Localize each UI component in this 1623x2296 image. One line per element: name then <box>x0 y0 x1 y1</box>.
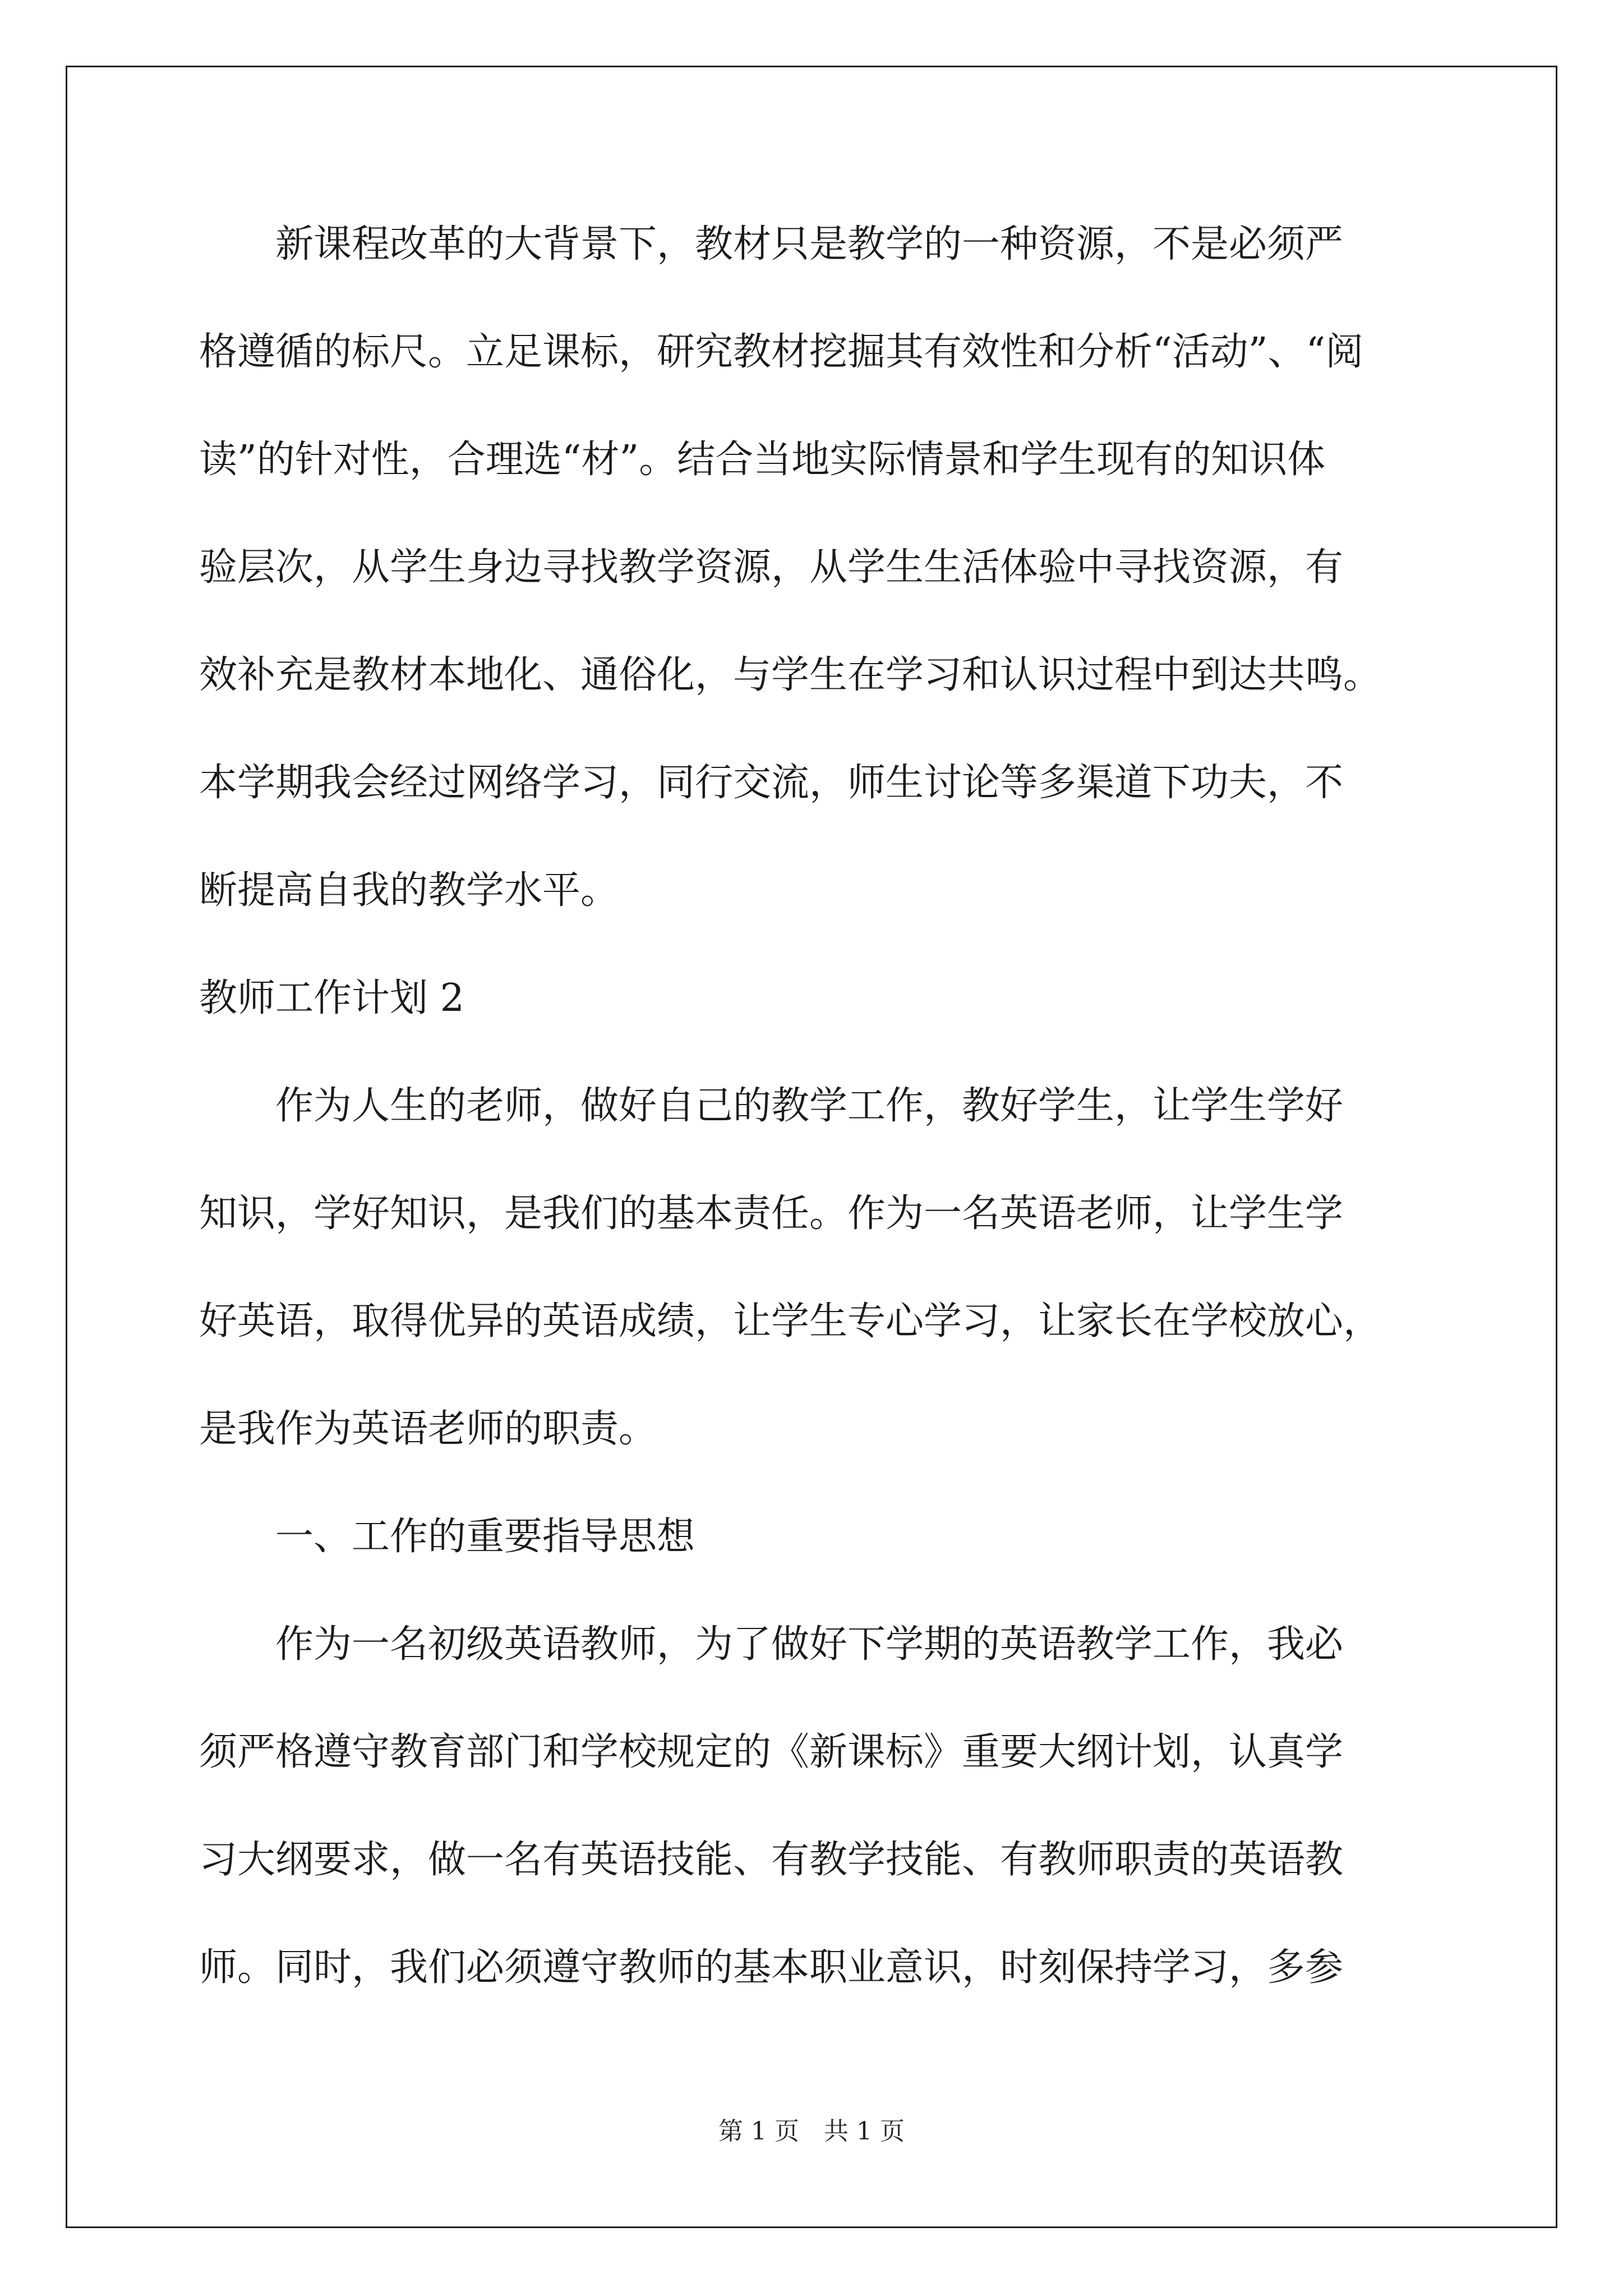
paragraph-line: 断提高自我的教学水平。 <box>199 868 619 913</box>
paragraph-line: 习大纲要求，做一名有英语技能、有教学技能、有教师职责的英语教 <box>199 1838 1344 1882</box>
paragraph-line: 是我作为英语老师的职责。 <box>199 1407 657 1451</box>
section-heading: 教师工作计划 2 <box>199 976 464 1020</box>
paragraph-line: 格遵循的标尺。立足课标，研究教材挖掘其有效性和分析“活动”、“阅 <box>199 330 1364 374</box>
paragraph-line: 效补充是教材本地化、通俗化，与学生在学习和认识过程中到达共鸣。 <box>199 653 1382 697</box>
paragraph-line: 师。同时，我们必须遵守教师的基本职业意识，时刻保持学习，多参 <box>199 1945 1344 1990</box>
page-footer: 第 1 页 共 1 页 <box>718 2117 905 2146</box>
paragraph-line: 作为人生的老师，做好自己的教学工作，教好学生，让学生学好 <box>199 1084 1344 1128</box>
document-body <box>199 191 1424 2022</box>
paragraph-line: 好英语，取得优异的英语成绩，让学生专心学习，让家长在学校放心， <box>199 1299 1382 1343</box>
paragraph-line: 作为一名初级英语教师，为了做好下学期的英语教学工作，我必 <box>199 1622 1344 1667</box>
paragraph-line: 本学期我会经过网络学习，同行交流，师生讨论等多渠道下功夫，不 <box>199 761 1344 805</box>
subheading-line: 一、工作的重要指导思想 <box>199 1515 695 1559</box>
paragraph-line: 新课程改革的大背景下，教材只是教学的一种资源，不是必须严 <box>199 222 1344 266</box>
paragraph-line: 读”的针对性，合理选“材”。结合当地实际情景和学生现有的知识体 <box>199 438 1326 482</box>
paragraph-line: 验层次，从学生身边寻找教学资源，从学生生活体验中寻找资源，有 <box>199 545 1344 590</box>
paragraph-line: 须严格遵守教育部门和学校规定的《新课标》重要大纲计划，认真学 <box>199 1730 1344 1774</box>
paragraph-line: 知识，学好知识，是我们的基本责任。作为一名英语老师，让学生学 <box>199 1191 1344 1236</box>
